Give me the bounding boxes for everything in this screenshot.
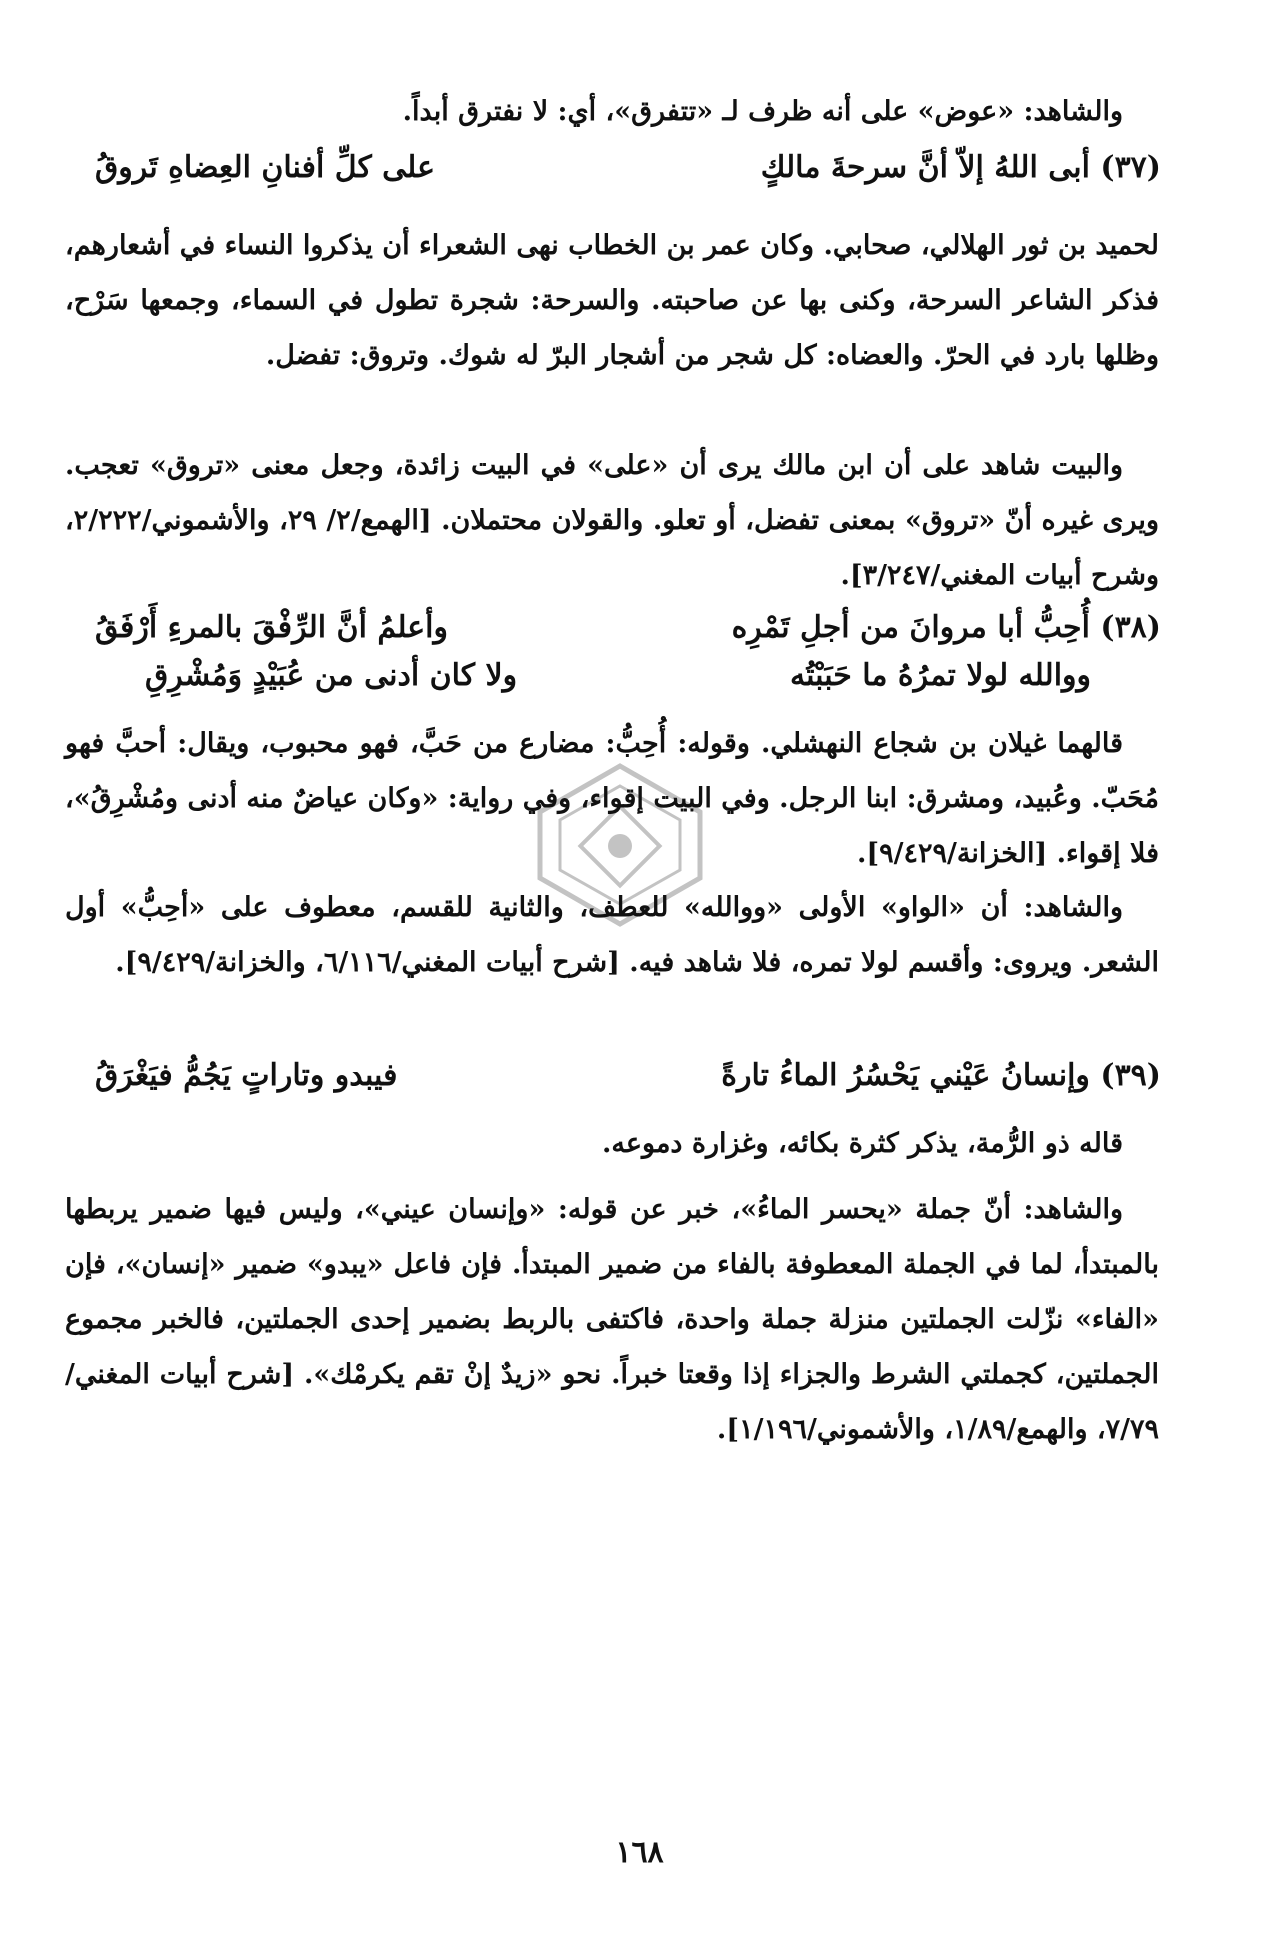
verse-37-second-hemistich: على كلِّ أفنانِ العِضاهِ تَروقُ: [95, 150, 436, 185]
verse-37: [95, 138, 1161, 198]
verse-38-line-1-second-hemistich: وأعلمُ أنَّ الرِّفْقَ بالمرءِ أَرْفَقُ: [95, 610, 448, 645]
verse-39-first-hemistich: (٣٩) وإنسانُ عَيْني يَحْسُرُ الماءُ تارةً: [721, 1058, 1161, 1093]
paragraph-shahid-39: والشاهد: أنّ جملة «يحسر الماءُ»، خبر عن قوله: «وإنسان عيني»، وليس فيها ضمير يربطها بالمبتدأ، لما في الجملة المعطوفة بالفاء من ضمير المبتدأ. فإن فاعل «يبدو» ضمير «إنسان»، فإن «الفاء» نزّلت الجملتين منزلة جملة واحدة، فاكتفى بالربط بضمير إحدى الجملتين، فالخبر مجموع الجملتين، كجملتي الشرط والجزاء إذا وقعتا خبراً. نحو «زيدٌ إنْ تقم يكرمْك». [شرح أبيات المغني/٧/٧٩، والهمع/١/٨٩، والأشموني/١/١٩٦].: [65, 1194, 1159, 1445]
paragraph-shahid-36: والشاهد: «عوض» على أنه ظرف لـ «تتفرق»، أي: لا نفترق أبداً.: [402, 96, 1123, 127]
verse-38-line-2: [95, 646, 1161, 706]
paragraph-commentary-38: قالهما غيلان بن شجاع النهشلي. وقوله: أُحِبُّ: مضارع من حَبَّ، فهو محبوب، ويقال: أحبَّ فهو مُحَبّ. وعُبيد، ومشرق: ابنا الرجل. وفي البيت إقواء، وفي رواية: «وكان عياضٌ منه أدنى ومُشْرِقُ»، فلا إقواء. [الخزانة/٩/٤٢٩].: [65, 728, 1159, 869]
paragraph-shahid-37: والبيت شاهد على أن ابن مالك يرى أن «على» في البيت زائدة، وجعل معنى «تروق» تعجب. ويرى غيره أنّ «تروق» بمعنى تفضل، أو تعلو. والقولان محتملان. [الهمع/٢/ ٢٩، والأشموني/٢/٢٢٢، وشرح أبيات المغني/٣/٢٤٧].: [65, 450, 1159, 591]
verse-38-line-2-second-hemistich: ولا كان أدنى من عُبَيْدٍ وَمُشْرِقِ: [145, 658, 518, 693]
verse-39: [95, 1046, 1161, 1106]
page-number: ١٦٨: [615, 1835, 664, 1870]
verse-39-second-hemistich: فيبدو وتاراتٍ يَجُمُّ فيَغْرَقُ: [95, 1058, 398, 1093]
verse-38-line-2-first-hemistich: ووالله لولا تمرُهُ ما حَبَبْتُه: [790, 658, 1091, 693]
verse-37-first-hemistich: (٣٧) أبى اللهُ إلاّ أنَّ سرحةَ مالكٍ: [760, 150, 1161, 185]
paragraph-commentary-39: قاله ذو الرُّمة، يذكر كثرة بكائه، وغزارة دموعه.: [602, 1128, 1123, 1159]
paragraph-commentary-37: لحميد بن ثور الهلالي، صحابي. وكان عمر بن الخطاب نهى الشعراء أن يذكروا النساء في أشعارهم، فذكر الشاعر السرحة، وكنى بها عن صاحبته. والسرحة: شجرة تطول في السماء، وجمعها سَرْح، وظلها بارد في الحرّ. والعضاه: كل شجر من أشجار البرّ له شوك. وتروق: تفضل.: [65, 230, 1159, 371]
paragraph-shahid-38: والشاهد: أن «الواو» الأولى «ووالله» للعطف، والثانية للقسم، معطوف على «أحِبُّ» أول الشعر. ويروى: وأقسم لولا تمره، فلا شاهد فيه. [شرح أبيات المغني/٦/١١٦، والخزانة/٩/٤٢٩].: [65, 892, 1159, 978]
verse-38-line-1-first-hemistich: (٣٨) أُحِبُّ أبا مروانَ من أجلِ تَمْرِه: [731, 610, 1161, 645]
